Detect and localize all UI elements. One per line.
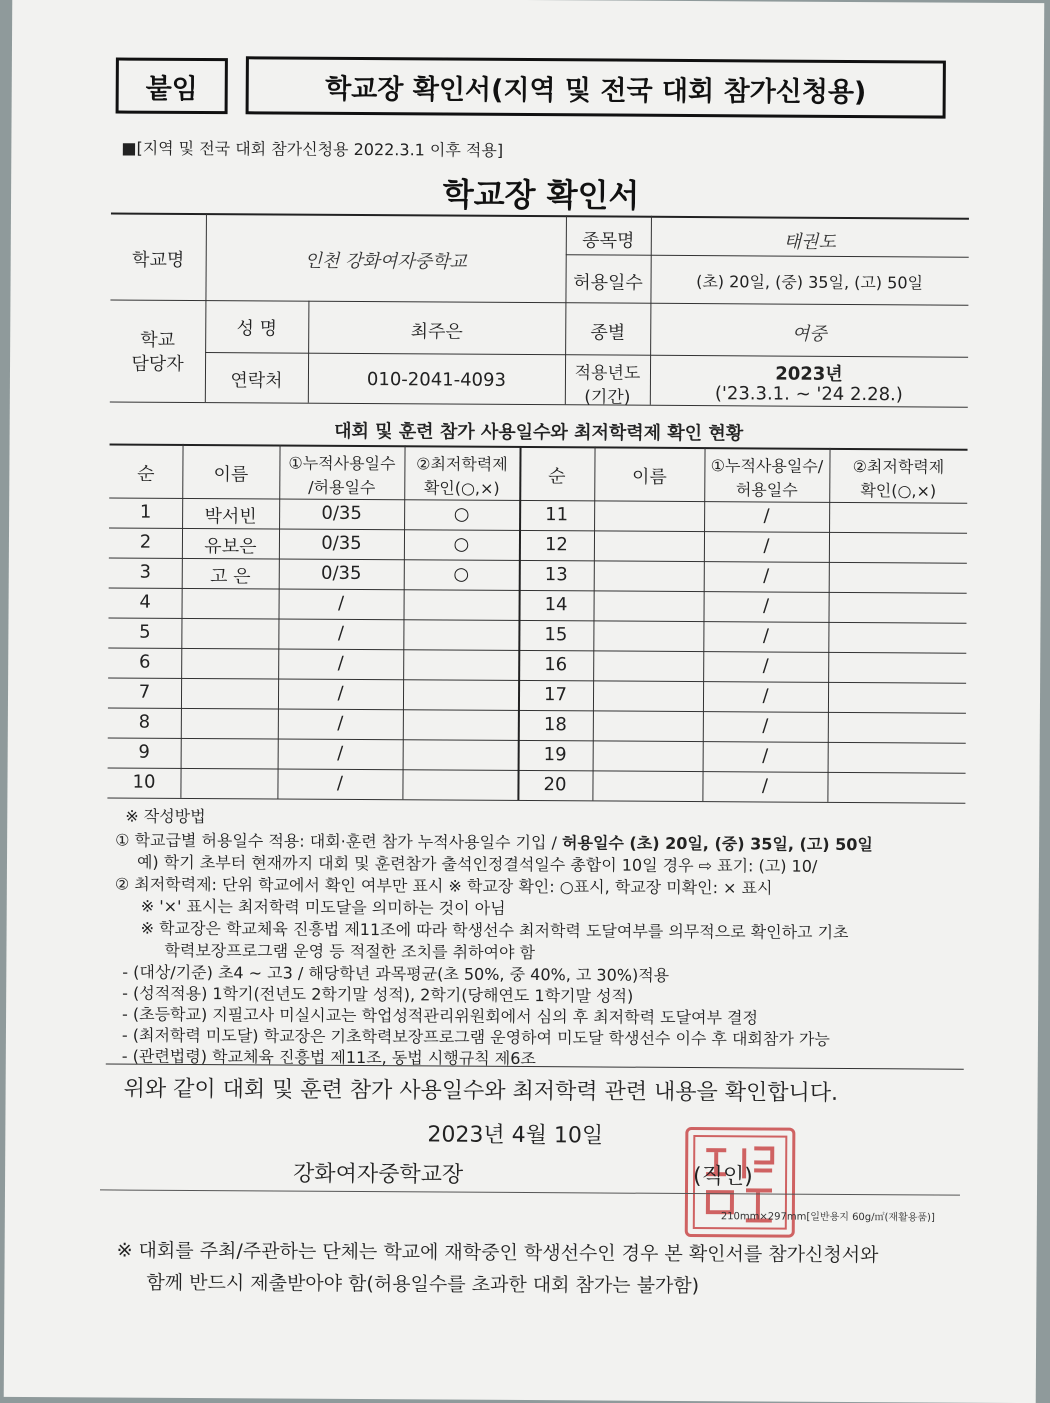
paper-spec: 210mm×297mm[일반용지 60g/㎡(재활용품)] xyxy=(720,1211,935,1224)
col-header-check-2: 확인(○,×) xyxy=(423,478,500,498)
row-number: 19 xyxy=(543,744,567,766)
document-page xyxy=(4,0,1045,1403)
row-number: 5 xyxy=(139,621,151,643)
footer-line-2: 함께 반드시 제출받아야 함(허용일수를 초과한 대회 참가는 불가함) xyxy=(146,1271,700,1298)
athlete-name xyxy=(181,682,278,683)
row-number: 9 xyxy=(138,741,150,763)
academic-check xyxy=(828,686,966,687)
col-header-check-right: ②최저학력제 xyxy=(852,457,945,477)
col-header-order-right: 순 xyxy=(548,466,566,488)
year-label: 적용년도 xyxy=(574,363,641,384)
academic-check xyxy=(828,746,966,747)
row-number: 12 xyxy=(544,534,568,556)
academic-check: ○ xyxy=(453,533,470,555)
name-label: 성 명 xyxy=(236,318,278,340)
row-number: 15 xyxy=(544,624,568,646)
athlete-name xyxy=(593,714,703,715)
row-number: 1 xyxy=(139,501,152,523)
athlete-name: 고 은 xyxy=(209,566,251,588)
athlete-name xyxy=(593,744,703,745)
col-header-name: 이름 xyxy=(213,464,249,486)
used-days: / xyxy=(762,625,769,647)
used-days: 0/35 xyxy=(320,562,362,585)
rule xyxy=(100,1189,960,1195)
note-2b: ※ 학교장은 학교체육 진흥법 제11조에 따라 학생선수 최저학력 도달여부를 의무적으로 확인하고 기초 xyxy=(140,918,849,942)
academic-check: ○ xyxy=(453,503,470,525)
academic-check: ○ xyxy=(453,563,470,585)
row-rule xyxy=(108,617,966,623)
col-header-days: ①누적사용일수 xyxy=(288,453,396,474)
used-days: / xyxy=(337,592,345,614)
row-rule xyxy=(108,647,966,653)
row-number: 18 xyxy=(543,714,567,736)
rule xyxy=(566,254,969,257)
year-label-2: (기간) xyxy=(584,387,631,408)
used-days: / xyxy=(336,772,344,794)
used-days: / xyxy=(337,652,344,674)
row-number: 13 xyxy=(544,564,568,586)
col-header-days-right-2: 허용일수 xyxy=(735,480,798,500)
athlete-name: 유보은 xyxy=(204,536,257,558)
note-2b-cont: 학력보장프로그램 운영 등 적절한 조치를 취하여야 함 xyxy=(164,940,536,963)
athlete-name xyxy=(593,654,703,655)
row-rule xyxy=(108,737,966,743)
row-number: 14 xyxy=(544,594,568,616)
subtitle: ■[지역 및 전국 대회 참가신청용 2022.3.1 이후 적용] xyxy=(121,138,504,160)
row-number: 7 xyxy=(138,681,151,703)
used-days: / xyxy=(337,712,344,734)
used-days: / xyxy=(762,715,769,737)
used-days: 0/35 xyxy=(321,502,362,525)
year-value: 2023년 xyxy=(775,363,843,385)
athlete-name xyxy=(181,742,278,743)
athlete-name xyxy=(593,624,703,625)
seal-label: (직인) xyxy=(693,1164,753,1190)
attachment-tag-text: 붙임 xyxy=(145,73,198,105)
note-2a: ※ '×' 표시는 최저학력 미도달을 의미하는 것이 아님 xyxy=(140,896,506,918)
detail-5: - (관련법령) 학교체육 진흥법 제11조, 동법 시행규칙 제6조 xyxy=(121,1046,536,1069)
detail-3: - (초등학교) 지필고사 미실시교는 학업성적관리위원회에서 심의 후 최저학력 도달여부 결정 xyxy=(122,1004,759,1028)
row-number: 20 xyxy=(543,774,567,796)
header-title-box xyxy=(246,56,946,118)
row-number: 3 xyxy=(139,561,152,583)
name-value: 최주은 xyxy=(410,321,463,343)
table-caption: 대회 및 훈련 참가 사용일수와 최저학력제 확인 현황 xyxy=(334,420,744,445)
athlete-name xyxy=(181,652,278,653)
used-days: / xyxy=(337,742,344,764)
col-header-check: ②최저학력제 xyxy=(416,454,508,474)
row-number: 6 xyxy=(138,651,151,673)
school-label: 학교명 xyxy=(132,249,185,271)
academic-check xyxy=(829,506,967,507)
school-value: 인천 강화여자중학교 xyxy=(304,250,467,273)
used-days: / xyxy=(763,565,770,587)
used-days: / xyxy=(762,595,770,617)
used-days: / xyxy=(762,685,769,707)
row-number: 2 xyxy=(139,531,152,553)
period-value: ('23.3.1. ~ '24 2.28.) xyxy=(714,383,903,406)
academic-check xyxy=(404,593,519,594)
col-header-days-2: /허용일수 xyxy=(308,477,376,498)
athlete-name xyxy=(181,772,278,773)
rule xyxy=(205,352,968,358)
row-number: 10 xyxy=(132,771,156,793)
athlete-name xyxy=(593,684,703,685)
row-number: 17 xyxy=(544,684,568,706)
academic-check xyxy=(829,536,967,537)
row-number: 16 xyxy=(544,654,568,676)
academic-check xyxy=(403,653,518,654)
note-1-bold: 허용일수 (초) 20일, (중) 35일, (고) 50일 xyxy=(562,833,873,855)
athlete-name xyxy=(181,712,278,713)
row-rule xyxy=(108,677,966,683)
used-days: / xyxy=(762,745,769,767)
academic-check xyxy=(403,623,518,624)
row-rule xyxy=(107,797,965,803)
academic-check xyxy=(829,596,967,597)
row-rule xyxy=(108,707,966,713)
notes-heading: ※ 작성방법 xyxy=(125,806,206,827)
academic-check xyxy=(828,626,966,627)
academic-check xyxy=(828,716,966,717)
note-2: ② 최저학력제: 단위 학교에서 확인 여부만 표시 ※ 학교장 확인: ○표시, 학교장 미확인: × 표시 xyxy=(114,874,773,898)
contact-value: 010-2041-4093 xyxy=(366,369,507,391)
athlete-name xyxy=(594,504,704,505)
rule xyxy=(110,299,968,305)
sport-label: 종목명 xyxy=(582,230,635,252)
row-lines xyxy=(12,0,1044,3)
academic-check xyxy=(403,683,518,684)
athlete-name: 박서빈 xyxy=(204,506,257,528)
row-rule xyxy=(108,767,966,773)
athlete-name xyxy=(593,774,703,775)
contact-label: 연락처 xyxy=(230,370,283,392)
confirm-statement: 위와 같이 대회 및 훈련 참가 사용일수와 최저학력 관련 내용을 확인합니다. xyxy=(123,1076,839,1106)
col-header-name-right: 이름 xyxy=(631,466,667,488)
sport-value: 태권도 xyxy=(783,231,836,253)
confirm-date: 2023년 4월 10일 xyxy=(427,1122,604,1149)
used-days: / xyxy=(763,505,770,527)
detail-4: - (최저학력 미도달) 학교장은 기초학력보장프로그램 운영하여 미도달 학생선수 이수 후 대회참가 가능 xyxy=(121,1025,830,1049)
used-days: 0/35 xyxy=(321,532,362,555)
athlete-name xyxy=(181,622,278,623)
header-title: 학교장 확인서(지역 및 전국 대회 참가신청용) xyxy=(325,73,867,108)
row-number: 8 xyxy=(138,711,151,733)
row-rule xyxy=(109,587,967,593)
athlete-name xyxy=(594,534,704,535)
used-days: / xyxy=(761,775,769,797)
note-1-text: ① 학교급별 허용일수 적용: 대회·훈련 참가 누적사용일수 기입 / xyxy=(115,830,563,853)
note-1-example: 예) 학기 초부터 현재까지 대회 및 훈련참가 출석인정결석일수 총합이 10일 경우 ⇨ 표기: (고) 10/ xyxy=(136,852,818,876)
academic-check xyxy=(829,566,967,567)
used-days: / xyxy=(762,655,769,677)
manager-label-2: 담당자 xyxy=(131,353,184,375)
col-header-days-right: ①누적사용일수/ xyxy=(710,456,824,476)
doc-title: 학교장 확인서 xyxy=(442,175,640,215)
academic-check xyxy=(403,713,518,714)
detail-2: - (성적적용) 1학기(전년도 2학기말 성적), 2학기(당해연도 1학기말 성적) xyxy=(122,983,634,1006)
col-header-check-right-2: 확인(○,×) xyxy=(860,481,937,501)
athlete-name xyxy=(594,564,704,565)
footer-line-1: ※ 대회를 주최/주관하는 단체는 학교에 재학중인 학생선수인 경우 본 확인서를 참가신청서와 xyxy=(116,1239,879,1267)
academic-check xyxy=(403,743,518,744)
used-days: / xyxy=(763,535,770,557)
athlete-name xyxy=(594,594,704,595)
detail-1: - (대상/기준) 초4 ~ 고3 / 해당학년 과목평균(초 50%, 중 40%, 고 30%)적용 xyxy=(122,962,670,985)
allowed-label: 허용일수 xyxy=(573,272,643,294)
academic-check xyxy=(828,656,966,657)
col-header-order: 순 xyxy=(137,463,155,485)
athlete-name xyxy=(182,592,279,593)
signer: 강화여자중학교장 xyxy=(293,1161,464,1188)
academic-check xyxy=(403,773,518,774)
academic-check xyxy=(828,776,966,777)
row-number: 4 xyxy=(139,591,151,613)
allowed-value: (초) 20일, (중) 35일, (고) 50일 xyxy=(696,272,924,293)
used-days: / xyxy=(337,682,344,704)
used-days: / xyxy=(337,622,344,644)
division-label: 종별 xyxy=(590,322,626,344)
manager-label: 학교 xyxy=(140,329,176,351)
attachment-tag xyxy=(116,57,228,114)
division-value: 여중 xyxy=(791,323,827,345)
row-number: 11 xyxy=(545,504,569,526)
